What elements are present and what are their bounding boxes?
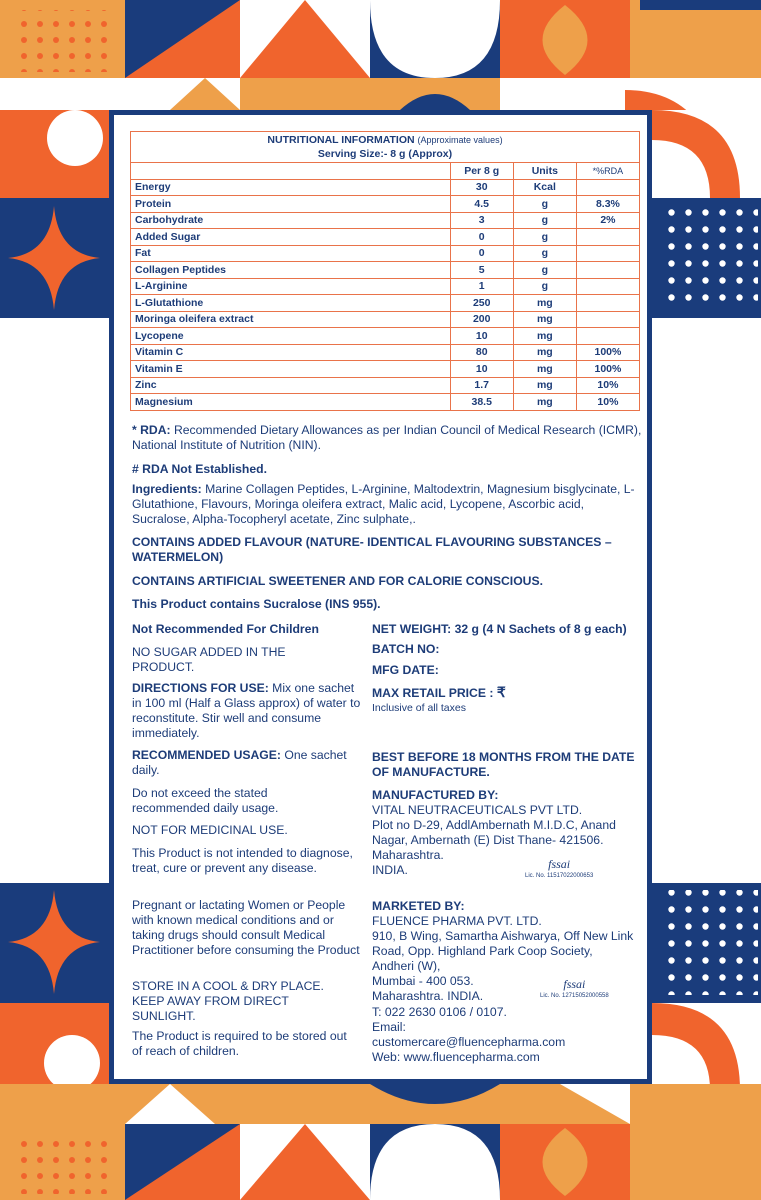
table-row bbox=[131, 196, 640, 213]
ingredients-label: Ingredients: bbox=[132, 482, 202, 496]
table-row bbox=[131, 311, 640, 328]
no-sugar: NO SUGAR ADDED IN THE PRODUCT. bbox=[132, 645, 286, 674]
ingredients bbox=[132, 482, 642, 527]
rda-cell: 100% bbox=[576, 361, 639, 378]
table-row bbox=[131, 278, 640, 295]
fssai-badge-1 bbox=[525, 857, 593, 879]
header-nutrient bbox=[131, 163, 451, 180]
marketed-by-label: MARKETED BY: bbox=[372, 899, 465, 913]
nutrient-cell: Collagen Peptides bbox=[131, 262, 451, 279]
directions bbox=[132, 681, 364, 741]
value-cell: 0 bbox=[450, 229, 513, 246]
rda-text: Recommended Dietary Allowances as per Indian Council of Medical Research (ICMR), National Institute of Nutrition (NIN). bbox=[132, 423, 642, 452]
table-row bbox=[131, 179, 640, 196]
children-warning: Not Recommended For Children bbox=[132, 622, 319, 636]
nutrient-cell: Magnesium bbox=[131, 394, 451, 411]
best-before: BEST BEFORE 18 MONTHS FROM THE DATE OF MANUFACTURE. bbox=[372, 750, 635, 779]
rda-cell: 10% bbox=[576, 394, 639, 411]
unit-cell: g bbox=[513, 229, 576, 246]
nutrient-cell: Lycopene bbox=[131, 328, 451, 345]
net-weight-value: NET WEIGHT: 32 g bbox=[372, 622, 479, 636]
rda-note bbox=[132, 423, 642, 453]
nutrition-rows bbox=[131, 179, 640, 410]
reach-warning: The Product is required to be stored out of reach of children. bbox=[132, 1029, 347, 1058]
unit-cell: Kcal bbox=[513, 179, 576, 196]
table-row bbox=[131, 344, 640, 361]
rda-cell: 8.3% bbox=[576, 196, 639, 213]
rda-not-established: # RDA Not Established. bbox=[132, 462, 267, 476]
nutrient-cell: Moringa oleifera extract bbox=[131, 311, 451, 328]
usage-text: One sachet daily. bbox=[132, 748, 347, 777]
email-label: Email: bbox=[372, 1020, 406, 1034]
sucralose-statement: This Product contains Sucralose (INS 955). bbox=[132, 597, 381, 611]
table-title-cell bbox=[131, 132, 640, 163]
email-link[interactable]: customercare@fluencepharma.com bbox=[372, 1035, 566, 1049]
unit-cell: mg bbox=[513, 328, 576, 345]
value-cell: 250 bbox=[450, 295, 513, 312]
manufacturer-address: Plot no D-29, AddlAmbernath M.I.D.C, Anand Nagar, Ambernath (E) Dist Thane- 421506. Maharashtra. bbox=[372, 818, 616, 862]
table-row bbox=[131, 394, 640, 411]
manufacturer-country: INDIA. bbox=[372, 863, 408, 877]
unit-cell: mg bbox=[513, 377, 576, 394]
rda-cell: 100% bbox=[576, 344, 639, 361]
unit-cell: mg bbox=[513, 311, 576, 328]
net-weight bbox=[372, 622, 637, 637]
value-cell: 10 bbox=[450, 361, 513, 378]
nutrition-table bbox=[130, 131, 640, 411]
usage-label: RECOMMENDED USAGE: bbox=[132, 748, 281, 762]
header-units: Units bbox=[513, 163, 576, 180]
rda-label: * RDA: bbox=[132, 423, 171, 437]
rda-cell bbox=[576, 229, 639, 246]
value-cell: 1.7 bbox=[450, 377, 513, 394]
unit-cell: g bbox=[513, 262, 576, 279]
label-content bbox=[120, 121, 641, 1073]
unit-cell: g bbox=[513, 245, 576, 262]
table-row bbox=[131, 361, 640, 378]
marketer-name: FLUENCE PHARMA PVT. LTD. bbox=[372, 914, 542, 928]
value-cell: 3 bbox=[450, 212, 513, 229]
table-row bbox=[131, 229, 640, 246]
nutrient-cell: L-Glutathione bbox=[131, 295, 451, 312]
marketer-state: Maharashtra. INDIA. bbox=[372, 989, 484, 1003]
nutrient-cell: Fat bbox=[131, 245, 451, 262]
fssai-license-1: Lic. No. 11517022000653 bbox=[525, 873, 594, 879]
unit-cell: mg bbox=[513, 295, 576, 312]
table-header-row bbox=[131, 163, 640, 180]
rda-cell bbox=[576, 278, 639, 295]
mrp bbox=[372, 685, 637, 701]
value-cell: 30 bbox=[450, 179, 513, 196]
table-row bbox=[131, 212, 640, 229]
flavour-statement: CONTAINS ADDED FLAVOUR (NATURE- IDENTICAL FLAVOURING SUBSTANCES – WATERMELON) bbox=[132, 535, 612, 564]
website-link[interactable]: Web: www.fluencepharma.com bbox=[372, 1050, 540, 1064]
rda-cell bbox=[576, 245, 639, 262]
exceed-warning: Do not exceed the stated recommended daily usage. bbox=[132, 786, 279, 815]
sweetener-statement: CONTAINS ARTIFICIAL SWEETENER AND FOR CALORIE CONSCIOUS. bbox=[132, 574, 543, 588]
header-rda: *%RDA bbox=[576, 163, 639, 180]
unit-cell: g bbox=[513, 278, 576, 295]
fssai-logo-2: fssai bbox=[563, 977, 586, 991]
pregnant-warning: Pregnant or lactating Women or People with known medical conditions and or taking drugs should consult Medical Practitioner before consuming the Product bbox=[132, 898, 360, 957]
not-medicinal: NOT FOR MEDICINAL USE. bbox=[132, 823, 288, 837]
nutrient-cell: Zinc bbox=[131, 377, 451, 394]
nutrient-cell: Vitamin E bbox=[131, 361, 451, 378]
table-title-row bbox=[131, 132, 640, 163]
manufactured-by-label: MANUFACTURED BY: bbox=[372, 788, 499, 802]
table-title: NUTRITIONAL INFORMATION bbox=[267, 134, 415, 146]
batch-no: BATCH NO: bbox=[372, 642, 440, 656]
fssai-badge-2 bbox=[540, 977, 609, 999]
unit-cell: mg bbox=[513, 344, 576, 361]
value-cell: 200 bbox=[450, 311, 513, 328]
value-cell: 0 bbox=[450, 245, 513, 262]
storage: STORE IN A COOL & DRY PLACE. KEEP AWAY FROM DIRECT SUNLIGHT. bbox=[132, 979, 324, 1023]
fssai-license-2: Lic. No. 12715052000558 bbox=[540, 993, 609, 999]
phone: T: 022 2630 0106 / 0107. bbox=[372, 1005, 507, 1019]
nutrient-cell: L-Arginine bbox=[131, 278, 451, 295]
mfg-date: MFG DATE: bbox=[372, 663, 439, 677]
table-title-note: (Approximate values) bbox=[417, 135, 503, 145]
nutrient-cell: Energy bbox=[131, 179, 451, 196]
value-cell: 4.5 bbox=[450, 196, 513, 213]
nutrient-cell: Protein bbox=[131, 196, 451, 213]
serving-size: Serving Size:- 8 g (Approx) bbox=[317, 148, 453, 160]
usage bbox=[132, 748, 364, 778]
rda-cell bbox=[576, 311, 639, 328]
label-panel bbox=[109, 110, 652, 1084]
table-row bbox=[131, 295, 640, 312]
rda-cell: 2% bbox=[576, 212, 639, 229]
table-row bbox=[131, 262, 640, 279]
header-per: Per 8 g bbox=[450, 163, 513, 180]
value-cell: 1 bbox=[450, 278, 513, 295]
not-intended: This Product is not intended to diagnose, treat, cure or prevent any disease. bbox=[132, 846, 353, 875]
unit-cell: mg bbox=[513, 361, 576, 378]
rda-cell bbox=[576, 328, 639, 345]
rupee-icon: ₹ bbox=[496, 684, 506, 700]
rda-cell bbox=[576, 262, 639, 279]
fssai-logo: fssai bbox=[548, 857, 571, 871]
value-cell: 5 bbox=[450, 262, 513, 279]
nutrient-cell: Added Sugar bbox=[131, 229, 451, 246]
directions-label: DIRECTIONS FOR USE: bbox=[132, 681, 269, 695]
table-row bbox=[131, 245, 640, 262]
ingredients-text: Marine Collagen Peptides, L-Arginine, Maltodextrin, Magnesium bisglycinate, L-Glutathione, Flavours, Moringa oleifera extract, Malic acid, Lycopene, Ascorbic acid, Sucralose, Alpha-Tocopheryl acetate, Zinc sulphate,. bbox=[132, 482, 635, 526]
table-row bbox=[131, 328, 640, 345]
marketer-city: Mumbai - 400 053. bbox=[372, 974, 474, 988]
nutrient-cell: Vitamin C bbox=[131, 344, 451, 361]
unit-cell: mg bbox=[513, 394, 576, 411]
directions-text: Mix one sachet in 100 ml (Half a Glass approx) of water to reconstitute. Stir well and consume immediately. bbox=[132, 681, 361, 740]
value-cell: 80 bbox=[450, 344, 513, 361]
net-weight-note: (4 N Sachets of 8 g each) bbox=[479, 622, 627, 636]
value-cell: 10 bbox=[450, 328, 513, 345]
unit-cell: g bbox=[513, 196, 576, 213]
unit-cell: g bbox=[513, 212, 576, 229]
nutrient-cell: Carbohydrate bbox=[131, 212, 451, 229]
rda-cell: 10% bbox=[576, 377, 639, 394]
marketer-address: 910, B Wing, Samartha Aishwarya, Off New Link Road, Opp. Highland Park Coop Society, Andheri (W), bbox=[372, 929, 634, 973]
value-cell: 38.5 bbox=[450, 394, 513, 411]
rda-cell bbox=[576, 295, 639, 312]
rda-cell bbox=[576, 179, 639, 196]
table-row bbox=[131, 377, 640, 394]
taxes-note: Inclusive of all taxes bbox=[372, 702, 466, 714]
mrp-label: MAX RETAIL PRICE : bbox=[372, 686, 494, 700]
manufacturer-name: VITAL NEUTRACEUTICALS PVT LTD. bbox=[372, 803, 583, 817]
